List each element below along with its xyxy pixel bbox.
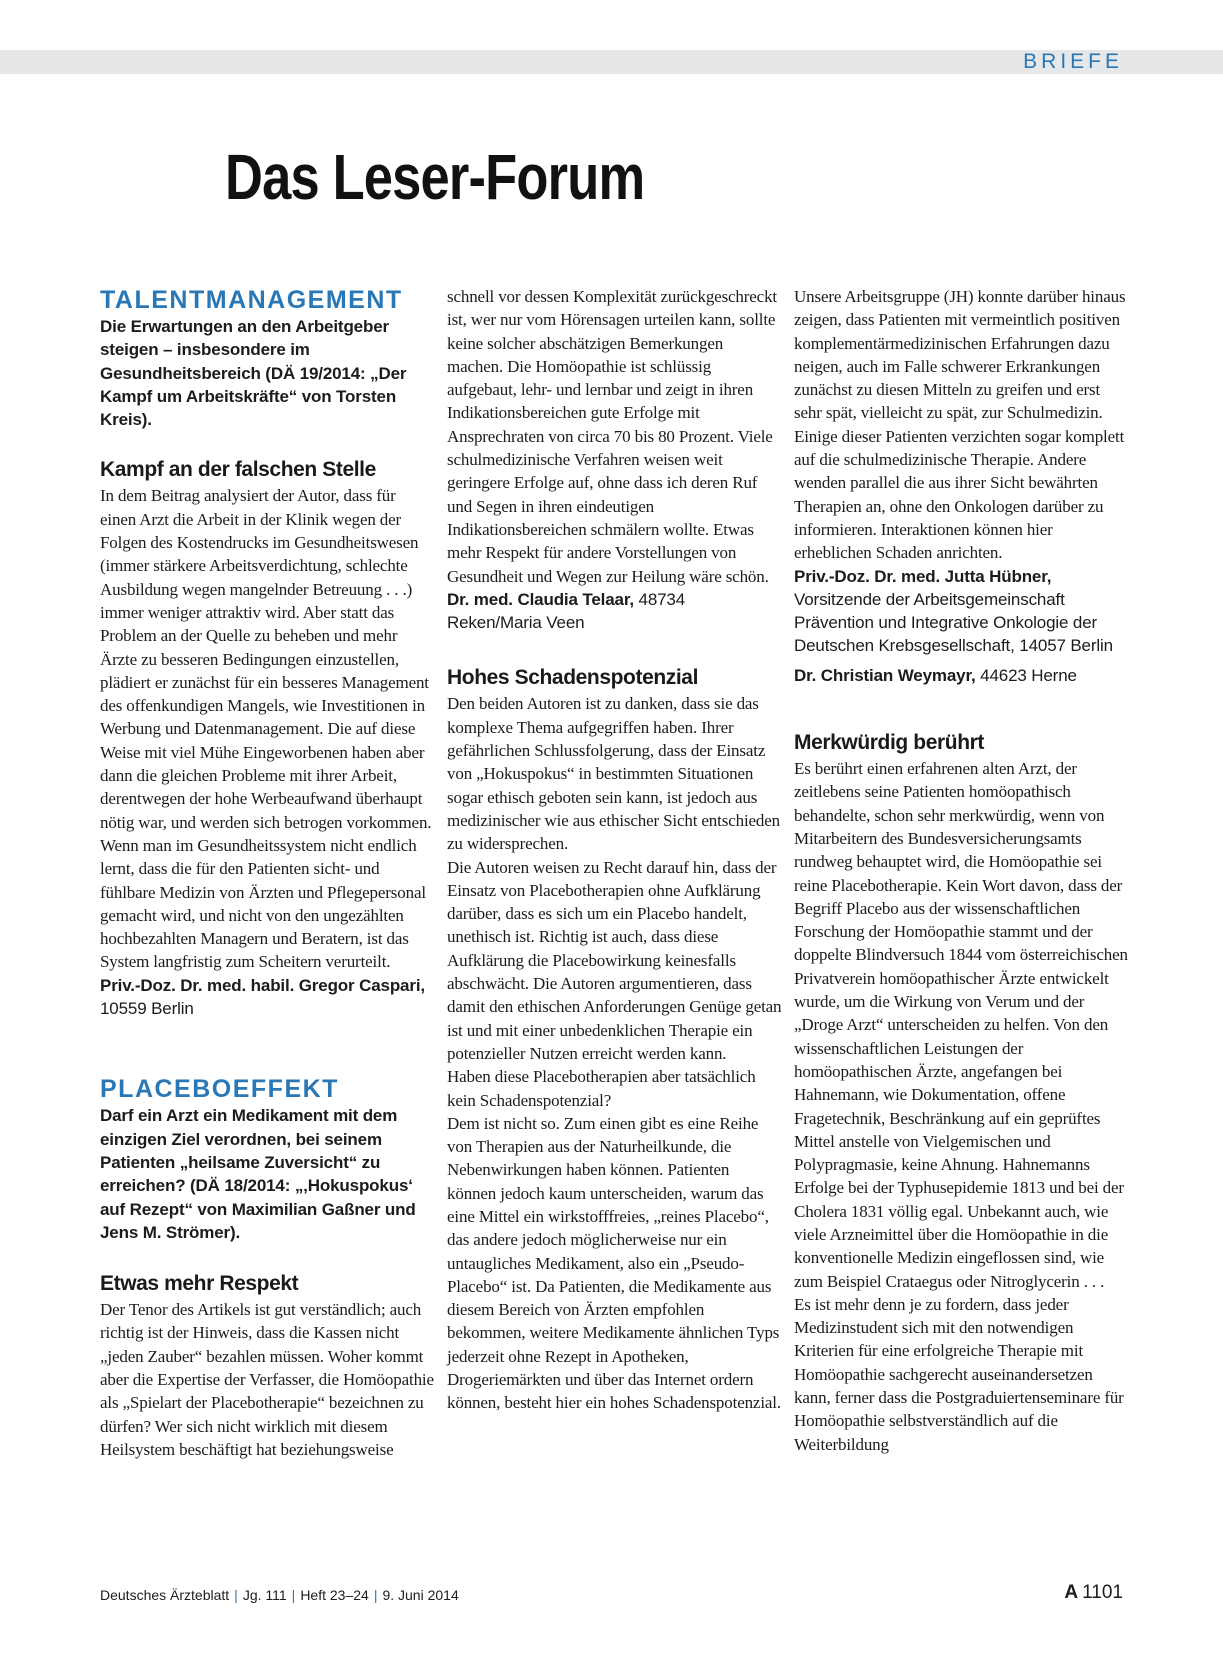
column-3 (794, 285, 1129, 1456)
footer-issue: Heft 23–24 (300, 1587, 369, 1603)
footer-separator: | (373, 1587, 378, 1603)
letter-paragraph: Haben diese Placebotherapien aber tatsächlich kein Schadenspotenzial? (447, 1067, 756, 1110)
letter-signature (794, 664, 1129, 687)
signature-detail: 10559 Berlin (100, 999, 194, 1019)
signature-detail: Vorsitzende der Arbeitsgemeinschaft Prävention und Integrative Onkologie der Deutschen Krebsgesellschaft, 14057 Berlin (794, 589, 1113, 656)
letter-paragraph: Dem ist nicht so. Zum einen gibt es eine Reihe von Therapien aus der Naturheilkunde, die Nebenwirkungen haben können. Patienten können jedoch kaum unterscheiden, warum das eine Mittel ein wirkstofffreies, „reines Placebo“, das andere jedoch möglicherweise nur ein untaugliches Medikament, also ein „Pseudo-Placebo“ ist. Da Patienten, die Medikamente aus diesem Bereich von Ärzten empfohlen bekommen, weitere Medikamente ähnlichen Typs jederzeit ohne Rezept in Apotheken, Drogeriemärkten und über das Internet ordern können, besteht hier ein hohes Schadenspotenzial. (447, 1113, 781, 1413)
letter-paragraph: Unsere Arbeitsgruppe (JH) konnte darüber hinaus zeigen, dass Patienten mit vermeintlich positiven komplementärmedizinischen Erfahrungen dazu neigen, auch im Falle schwerer Erkrankungen zunächst zu diesen Mitteln zu greifen und erst sehr spät, vielleicht zu spät, zur Schulmedizin. Einige dieser Patienten verzichten sogar komplett auf die schulmedizinische Therapie. Andere wenden parallel die aus ihrer Sicht bewährten Therapien an, ohne den Onkologen darüber zu informieren. Interaktionen können hier erheblichen Schaden anrichten. (794, 287, 1126, 563)
signature-detail: 48734 Reken/Maria Veen (447, 589, 686, 633)
letter-heading: Etwas mehr Respekt (100, 1272, 299, 1296)
section-label: BRIEFE (1023, 50, 1123, 73)
signature-name: Dr. Christian Weymayr, (794, 665, 976, 685)
letter-heading: Hohes Schadenspotenzial (447, 666, 699, 690)
footer-citation (100, 1585, 459, 1605)
letter-signature (447, 588, 782, 635)
signature-name: Priv.-Doz. Dr. med. habil. Gregor Caspari, (100, 975, 425, 995)
signature-name: Priv.-Doz. Dr. med. Jutta Hübner, (794, 566, 1052, 586)
letter-heading: Kampf an der falschen Stelle (100, 458, 376, 482)
signature-name: Dr. med. Claudia Telaar, (447, 589, 634, 609)
letter-paragraph: schnell vor dessen Komplexität zurückgeschreckt ist, wer nur vom Hörensagen urteilen kann, sollte keine solcher abschätzigen Bemerkungen machen. Die Homöopathie ist schlüssig aufgebaut, lehr- und lernbar und zeigt in ihren Indikationsbereichen gute Erfolge mit Ansprechraten von circa 70 bis 80 Prozent. Viele schulmedizinische Verfahren weisen weit geringere Erfolge auf, ohne dass ich deren Ruf und Segen in ihren eindeutigen Indikationsbereichen schmälern wollte. Etwas mehr Respekt für andere Vorstellungen von Gesundheit und Wegen zur Heilung wäre schön. (447, 287, 778, 586)
page-title: Das Leser-Forum (225, 141, 645, 213)
letter-paragraph: Es ist mehr denn je zu fordern, dass jeder Medizinstudent sich mit den notwendigen Kriterien für eine erfolgreiche Therapie mit Homöopathie sachgerecht auseinandersetzen kann, ferner dass die Postgraduiertenseminare für Homöopathie selbstverständlich auf die Weiterbildung (794, 1294, 1124, 1454)
letter-paragraph: In dem Beitrag analysiert der Autor, dass für einen Arzt die Arbeit in der Klinik wegen der Folgen des Kostendrucks im Gesundheitswesen (immer stärkere Arbeitsverdichtung, schlechte Ausbildung wegen mangelnder Betreuung . . .) immer weniger attraktiv wird. Aber statt das Problem an der Quelle zu beheben und mehr Ärzte zu besseren Bedingungen einzustellen, plädiert er zunächst für ein besseres Management des offenkundigen Mangels, wie Investitionen in Werbung und Datenmanagement. Die auf diese Weise mit viel Mühe Eingeworbenen haben aber dann die gleichen Probleme mit ihrer Arbeit, derentwegen der hohe Werbeaufwand überhaupt nötig war, und werden sich betrogen vorkommen. Wenn man im Gesundheitssystem nicht endlich lernt, dass die für den Patienten sicht- und fühlbare Medizin von Ärzten und Pflegepersonal gemacht wird, und nicht von den ungezählten hochbezahlten Managern und Beratern, ist das System langfristig zum Scheitern verurteilt. (100, 486, 432, 972)
footer-date: 9. Juni 2014 (382, 1587, 459, 1603)
column-1 (100, 285, 435, 1461)
page-number-value: 1101 (1082, 1582, 1123, 1603)
footer-journal: Deutsches Ärzteblatt (100, 1587, 230, 1603)
letter-paragraph: Den beiden Autoren ist zu danken, dass sie das komplexe Thema aufgegriffen haben. Ihrer gefährlichen Schlussfolgerung, dass der Einsatz von „Hokuspokus“ in bestimmten Situationen sogar ethisch geboten sein kann, ist jedoch aus medizinischer wie aus ethischer Sicht entschieden zu widersprechen. (447, 694, 781, 854)
footer-separator: | (291, 1587, 296, 1603)
letter-signature (794, 565, 1129, 658)
topic-intro: Darf ein Arzt ein Medikament mit dem einzigen Ziel verordnen, bei seinem Patienten „heilsame Zuversicht“ zu erreichen? (DÄ 18/2014: „‚Hokuspokus‘ auf Rezept“ von Maximilian Gaßner und Jens M. Strömer). (100, 1106, 416, 1242)
topic-intro: Die Erwartungen an den Arbeitgeber steigen – insbesondere im Gesundheitsbereich (DÄ 19/2014: „Der Kampf um Arbeitskräfte“ von Torsten Kreis). (100, 317, 407, 430)
footer-separator: | (234, 1587, 238, 1603)
letter-paragraph: Die Autoren weisen zu Recht darauf hin, dass der Einsatz von Placebotherapien ohne Aufklärung darüber, dass es sich um ein Placebo handelt, unethisch ist. Richtig ist auch, dass diese Aufklärung die Placebowirkung keinesfalls abschwächt. Die Autoren argumentieren, dass damit den ethischen Anforderungen Genüge getan ist und mit einer unbedenklichen Therapie ein potenzieller Nutzen erreicht werden kann. (447, 857, 782, 1063)
letter-paragraph: Es berührt einen erfahrenen alten Arzt, der zeitlebens seine Patienten homöopathisch behandelte, schon sehr merkwürdig, wenn von Mitarbeitern des Bundesversicherungsamts rundweg behauptet wird, die Homöopathie sei reine Placebotherapie. Kein Wort davon, dass der Begriff Placebo aus der wissenschaftlichen Forschung der Homöopathie stammt und der doppelte Blindversuch 1844 vom österreichischen Privatverein homöopathischer Ärzte entwickelt wurde, um die Wirkung von Verum und der „Droge Arzt“ unterscheiden zu helfen. Von den wissenschaftlichen Leistungen der homöopathischen Ärzte, angefangen bei Hahnemann, wie Dokumentation, offene Fragetechnik, Beschränkung auf ein geprüftes Mittel anstelle von Vielgemischen und Polypragmasie, keine Ahnung. Hahnemanns Erfolge bei der Typhusepidemie 1813 und bei der Cholera 1831 völlig egal. Unbekannt auch, wie viele Arzneimittel über die Homöopathie in die konventionelle Medizin eingeflossen sind, wie zum Beispiel Crataegus oder Nitroglycerin . . . (794, 759, 1128, 1291)
column-2 (447, 285, 782, 1415)
footer-volume: Jg. 111 (242, 1587, 287, 1603)
letter-signature (100, 974, 435, 1021)
topic-title: PLACEBOEFFEKT (100, 1075, 339, 1104)
page-prefix: A (1064, 1582, 1079, 1603)
letter-heading: Merkwürdig berührt (794, 731, 984, 755)
letter-paragraph: Der Tenor des Artikels ist gut verständlich; auch richtig ist der Hinweis, dass die Kassen nicht „jeden Zauber“ bezahlen müssen. Woher kommt aber die Expertise der Verfasser, die Homöopathie als „Spielart der Placebotherapie“ bezeichnen zu dürfen? Wer sich nicht wirklich mit diesem Heilsystem beschäftigt hat beziehungsweise (100, 1300, 434, 1459)
signature-detail: 44623 Herne (975, 665, 1077, 685)
topic-title: TALENTMANAGEMENT (100, 286, 403, 314)
page-number (1064, 1580, 1123, 1606)
